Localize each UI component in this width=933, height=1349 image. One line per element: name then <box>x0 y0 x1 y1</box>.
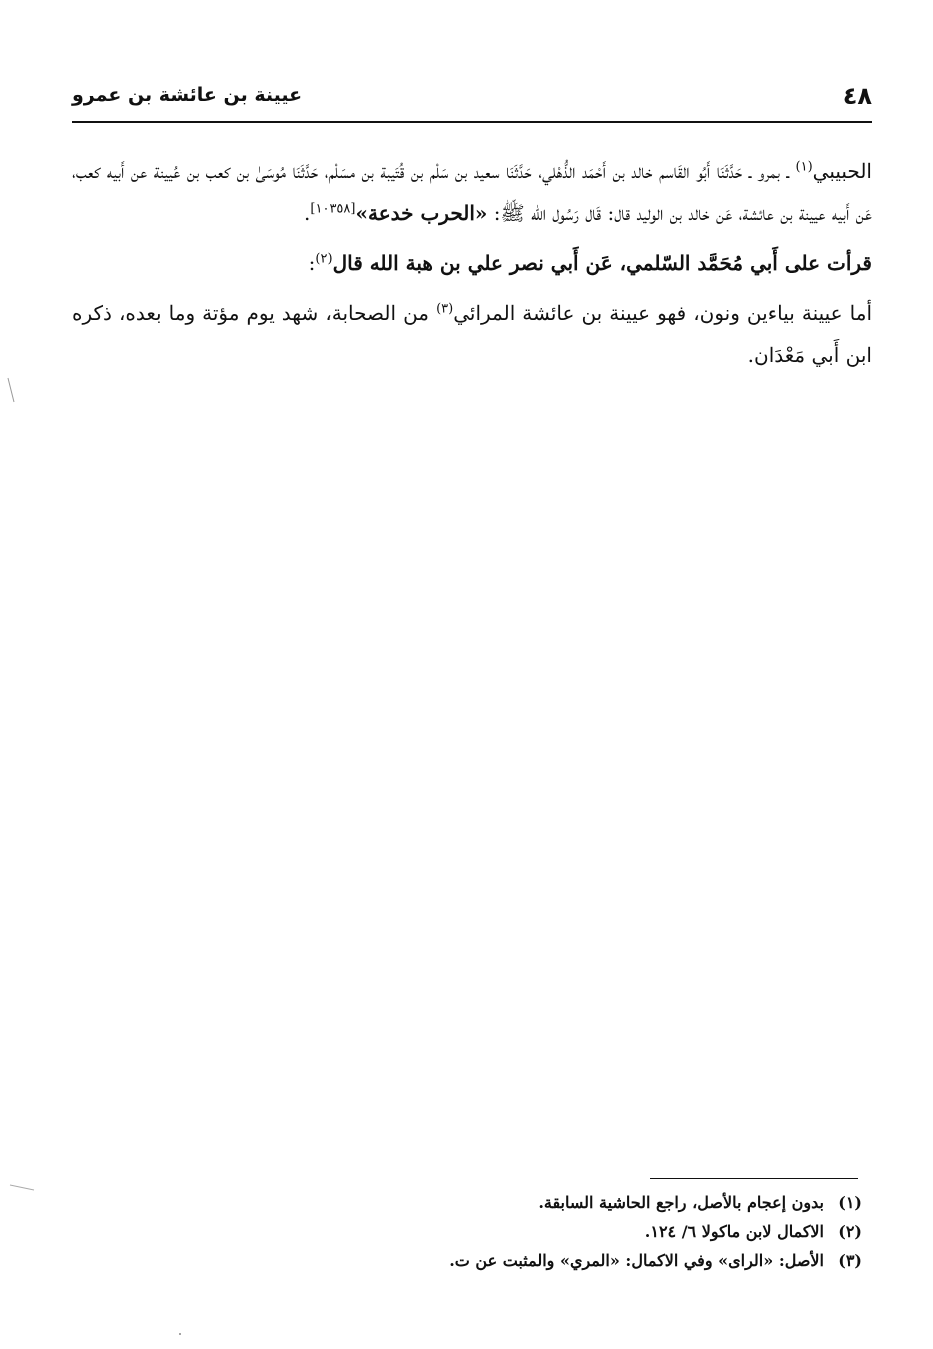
paragraph-isnad <box>72 150 872 234</box>
footnote-item <box>72 1217 862 1246</box>
page-number: ٤٨ <box>842 82 872 110</box>
text-segment: من الصحابة، شهد يوم مؤتة وما بعده، ذكره ابن أَبي مَعْدَان. <box>72 301 872 367</box>
footnote-text: بدون إعجام بالأصل، راجع الحاشية السابقة. <box>538 1193 824 1212</box>
footnote-number: (٢) <box>838 1222 862 1241</box>
text-segment: أما عيينة بياءين ونون، فهو عيينة بن عائشة المرائي <box>453 301 873 325</box>
hadith-number: [١٠٣٥٨] <box>310 201 356 217</box>
hadith-quote: «الحرب خدعة» <box>355 201 488 225</box>
footnote-ref-2: (٢) <box>315 251 333 267</box>
text-segment: : <box>308 251 316 275</box>
footnote-item <box>72 1188 862 1217</box>
text-segment: الحبيبي <box>812 159 872 183</box>
footnote-ref-1: (١) <box>795 159 813 175</box>
paragraph-reading <box>72 242 872 284</box>
footnote-number: (١) <box>838 1193 862 1212</box>
footnotes <box>72 1188 862 1275</box>
footnote-text: الأصل: «الراى» وفي الاكمال: «المري» والمثبت عن ت. <box>449 1251 824 1270</box>
footnote-number: (٣) <box>838 1251 862 1270</box>
header-rule <box>72 121 872 123</box>
running-header <box>72 82 872 116</box>
main-text <box>72 150 872 384</box>
lead-word: قرأت <box>827 251 872 275</box>
footnote-text: الاكمال لابن ماكولا ٦/ ١٢٤. <box>644 1222 824 1241</box>
paragraph-biography <box>72 292 872 376</box>
text-segment: . <box>304 201 311 225</box>
footnote-separator <box>650 1178 858 1179</box>
text-segment: على أَبي مُحَمَّد السّلمي، عَن أَبي نصر علي بن هبة الله قال <box>332 251 828 275</box>
running-title: عيينة بن عائشة بن عمرو <box>72 84 303 106</box>
footnote-ref-3: (٣) <box>436 301 454 317</box>
text-segment: ـ بمرو ـ حَدَّثَنَا أَبُو القَاسم خالد بن أَحْمَد الذُّهْلي، حَدَّثَنَا سعيد بن سَلْم بن قُتَيبة بن مسَلْم، حَدَّثَنَا مُوسَىٰ بن كعب بن عُيينة عن أَبيه كعب، عَن أَبيه عيينة بن عائشة، عَن خالد بن الوليد قال: قَال رَسُول الله ﷺ: <box>72 159 872 225</box>
footnote-item <box>72 1246 862 1275</box>
